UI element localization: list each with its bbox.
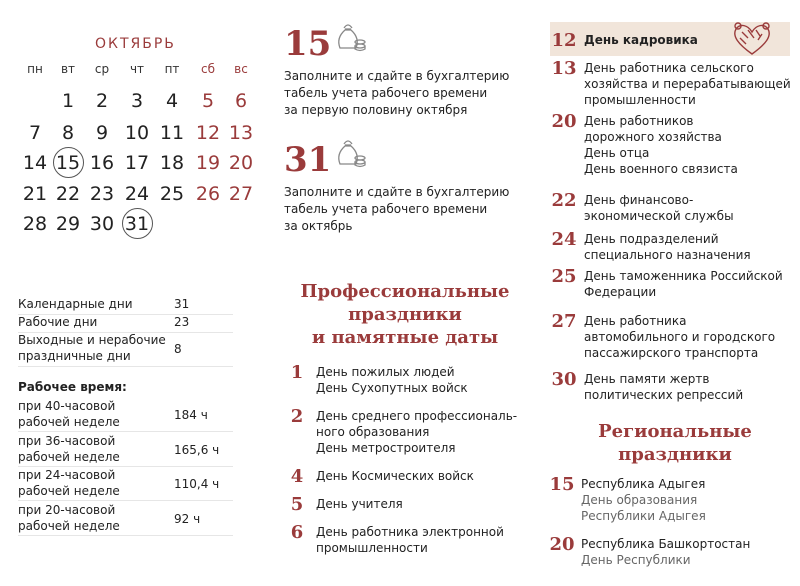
deadline-line: Заполните и сдайте в бухгалтерию [284, 69, 510, 83]
weekday-label: вт [60, 62, 76, 76]
hours-value: 8 [174, 342, 182, 356]
calendar-day: 23 [89, 183, 115, 205]
calendar-day: 30 [89, 213, 115, 235]
holiday-line: День работников [584, 114, 694, 128]
hours-label: Выходные и нерабочие праздничные дни [18, 333, 166, 363]
holiday-line: Федерации [584, 285, 657, 299]
holiday-text [584, 268, 783, 300]
calendar-day: 6 [234, 90, 248, 112]
holiday-text [584, 32, 698, 48]
money-bag-icon [332, 134, 368, 170]
work-time-value: 110,4 ч [174, 477, 220, 491]
weekday-label: ср [94, 62, 110, 76]
holiday-text [316, 524, 504, 556]
holiday-line: День работника электронной [316, 525, 504, 539]
work-time-row [18, 467, 233, 501]
holiday-day: 12 [551, 30, 577, 51]
holiday-line: День Космических войск [316, 469, 474, 483]
holiday-line: День пожилых людей [316, 365, 455, 379]
calendar-day: 16 [89, 152, 115, 174]
calendar-day: 14 [22, 152, 48, 174]
holiday-line: День кадровика [584, 33, 698, 47]
holiday-day: 6 [290, 522, 304, 543]
deadline-line: табель учета рабочего времени [284, 202, 488, 216]
deadline-text [284, 68, 524, 119]
work-time-value: 92 ч [174, 512, 201, 526]
calendar-day: 13 [228, 122, 254, 144]
holiday-line: День метростроителя [316, 441, 456, 455]
weekday-label: пн [27, 62, 43, 76]
holiday-line: День среднего профессиональ- [316, 409, 518, 423]
holiday-day: 27 [551, 311, 577, 332]
holiday-line: День финансово- [584, 193, 694, 207]
weekday-label: чт [129, 62, 145, 76]
holiday-text [584, 231, 751, 263]
holiday-line: промышленности [584, 93, 696, 107]
holiday-line: День работника [584, 314, 687, 328]
holiday-day: 5 [290, 494, 304, 515]
holiday-text [584, 113, 738, 177]
holiday-line: экономической службы [584, 209, 734, 223]
holiday-line: хозяйства и перерабатывающей [584, 77, 791, 91]
regional-holidays-title: Региональные праздники [598, 421, 752, 465]
holiday-day: 24 [551, 229, 577, 250]
calendar-day: 25 [159, 183, 185, 205]
holiday-day: 13 [551, 58, 577, 79]
calendar-day: 29 [55, 213, 81, 235]
holiday-day: 4 [290, 466, 304, 487]
holiday-line: День таможенника Российской [584, 269, 783, 283]
holiday-day: 22 [551, 190, 577, 211]
deadline-day: 15 [284, 24, 332, 64]
calendar-day: 9 [95, 122, 109, 144]
heart-hands-icon [728, 20, 776, 58]
holiday-text [316, 408, 517, 456]
holiday-day: 2 [290, 406, 304, 427]
work-time-label: при 24-часовой рабочей неделе [18, 468, 120, 498]
calendar-day: 5 [201, 90, 215, 112]
calendar-day: 22 [55, 183, 81, 205]
holiday-day: 1 [290, 362, 304, 383]
calendar-day: 12 [195, 122, 221, 144]
holiday-line: День подразделений [584, 232, 719, 246]
holiday-line: промышленности [316, 541, 428, 555]
calendar-day: 17 [124, 152, 150, 174]
holiday-text [584, 371, 743, 403]
holiday-day: 25 [551, 266, 577, 287]
work-time-label: при 40-часовой рабочей неделе [18, 399, 120, 429]
hours-value: 31 [174, 297, 190, 311]
holiday-line: День военного связиста [584, 162, 738, 176]
deadline-line: за первую половину октября [284, 103, 468, 117]
calendar-day: 4 [165, 90, 179, 112]
holiday-line: Республика Башкортостан [581, 537, 751, 551]
holiday-day: 30 [551, 369, 577, 390]
deadline-line: за октябрь [284, 219, 353, 233]
work-time-value: 165,6 ч [174, 443, 220, 457]
calendar-day: 20 [228, 152, 254, 174]
holiday-line: дорожного хозяйства [584, 130, 722, 144]
holiday-line: День отца [584, 146, 650, 160]
holiday-text [316, 468, 474, 484]
hours-label: Календарные дни [18, 297, 133, 311]
holiday-line: автомобильного и городского [584, 330, 776, 344]
money-bag-icon [332, 18, 368, 54]
holiday-text [584, 192, 734, 224]
hours-row [18, 296, 233, 315]
holiday-line: День Сухопутных войск [316, 381, 468, 395]
holiday-text [581, 476, 706, 524]
work-time-label: при 36-часовой рабочей неделе [18, 434, 120, 464]
calendar-day: 27 [228, 183, 254, 205]
holiday-text [584, 60, 791, 108]
holiday-line: специального назначения [584, 248, 751, 262]
calendar-day: 11 [159, 122, 185, 144]
calendar-day: 15 [51, 150, 85, 176]
holiday-day: 20 [549, 534, 575, 555]
holiday-day: 20 [551, 111, 577, 132]
calendar-day: 31 [120, 211, 154, 237]
calendar-day: 1 [61, 90, 75, 112]
calendar-day: 2 [95, 90, 109, 112]
calendar-day: 24 [124, 183, 150, 205]
work-time-value: 184 ч [174, 408, 208, 422]
work-time-label: при 20-часовой рабочей неделе [18, 503, 120, 533]
deadline-line: Заполните и сдайте в бухгалтерию [284, 185, 510, 199]
work-time-row [18, 502, 233, 536]
holiday-text [584, 313, 775, 361]
hours-value: 23 [174, 315, 190, 329]
calendar-day: 10 [124, 122, 150, 144]
hours-row [18, 332, 233, 367]
work-time-row [18, 433, 233, 467]
calendar-day: 21 [22, 183, 48, 205]
deadline-line: табель учета рабочего времени [284, 86, 488, 100]
hours-label: Рабочие дни [18, 315, 98, 329]
calendar-month: ОКТЯБРЬ [95, 36, 176, 52]
holiday-line: Республики Адыгея [581, 509, 706, 523]
weekday-label: вс [234, 62, 248, 76]
calendar-day: 18 [159, 152, 185, 174]
deadline-text [284, 184, 524, 235]
calendar-day: 26 [195, 183, 221, 205]
holiday-line: День памяти жертв [584, 372, 710, 386]
weekday-label: сб [201, 62, 215, 76]
holiday-day: 15 [549, 474, 575, 495]
calendar-day: 8 [61, 122, 75, 144]
holiday-text [316, 364, 468, 396]
calendar-day: 3 [130, 90, 144, 112]
work-time-row [18, 398, 233, 432]
calendar-day: 7 [28, 122, 42, 144]
work-time-title: Рабочее время: [18, 380, 127, 394]
holiday-line: Республика Адыгея [581, 477, 706, 491]
holiday-line: День Республики [581, 553, 691, 567]
hours-row [18, 314, 233, 333]
calendar-day: 28 [22, 213, 48, 235]
holiday-line: политических репрессий [584, 388, 744, 402]
holiday-text [316, 496, 403, 512]
holiday-line: ного образования [316, 425, 430, 439]
prof-holidays-title: Профессиональные праздники и памятные даты [300, 281, 510, 348]
holiday-line: пассажирского транспорта [584, 346, 759, 360]
holiday-line: День учителя [316, 497, 403, 511]
weekday-label: пт [164, 62, 180, 76]
deadline-day: 31 [284, 140, 332, 180]
holiday-text [581, 536, 750, 568]
holiday-line: День работника сельского [584, 61, 754, 75]
calendar-day: 19 [195, 152, 221, 174]
holiday-line: День образования [581, 493, 698, 507]
